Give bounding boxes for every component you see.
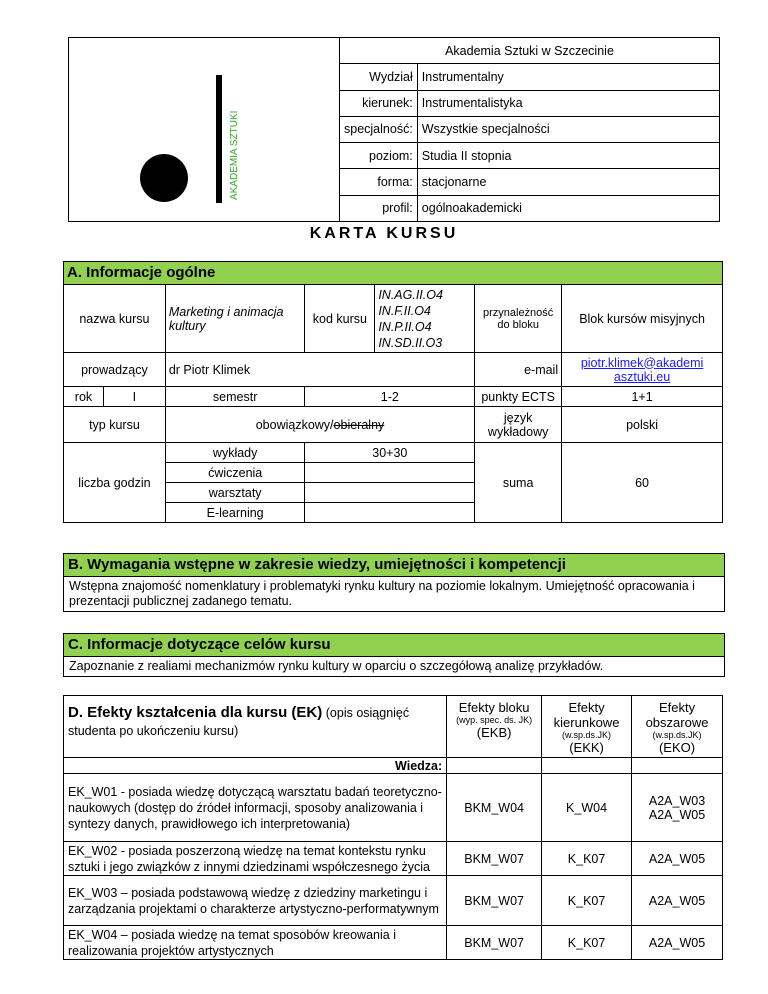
hours-workshops-value — [305, 483, 475, 503]
language-value: polski — [562, 407, 723, 443]
section-c — [63, 633, 725, 677]
section-b — [63, 553, 725, 612]
page-title: KARTA KURSU — [309, 225, 459, 242]
semester-value: 1-2 — [305, 387, 475, 407]
course-code-3: IN.P.II.O4 — [378, 319, 432, 334]
section-a-heading: A. Informacje ogólne — [64, 262, 723, 285]
form-value: stacjonarne — [417, 169, 719, 195]
faculty-value: Instrumentalny — [417, 64, 719, 90]
eko-code: (EKO) — [658, 740, 696, 755]
ekb-title: Efekty bloku — [458, 700, 530, 715]
hours-workshops-label: warsztaty — [165, 483, 305, 503]
field-label: kierunek: — [340, 90, 418, 116]
section-d-heading-note: (opis osiągnięć studenta po ukończeniu kursu) — [68, 706, 410, 738]
type-mandatory: obowiązkowy/ — [255, 417, 334, 432]
semester-label: semestr — [165, 387, 305, 407]
outcome-desc: EK_W04 – posiada wiedzę na temat sposobów kreowania i realizowania projektów artystycznych — [64, 926, 447, 960]
course-code-2: IN.F.II.O4 — [378, 303, 431, 318]
faculty-label: Wydział — [340, 64, 418, 90]
year-label: rok — [64, 387, 104, 407]
outcome-ekb: BKM_W07 — [447, 842, 542, 876]
profile-value: ogólnoakademicki — [417, 195, 719, 221]
outcome-ekb: BKM_W07 — [447, 876, 542, 926]
email-link[interactable] — [581, 356, 703, 384]
knowledge-label: Wiedza: — [64, 758, 447, 774]
specialty-value: Wszystkie specjalności — [417, 116, 719, 142]
outcome-ekk: K_K07 — [542, 876, 632, 926]
logo-cell — [69, 38, 340, 222]
section-a-table — [63, 261, 723, 523]
hours-elearning-value — [305, 503, 475, 523]
eko-sub: (w.sp.ds.JK) — [652, 730, 702, 740]
section-c-heading: C. Informacje dotyczące celów kursu — [64, 634, 724, 657]
ekk-header — [542, 696, 632, 758]
ects-label: punkty ECTS — [475, 387, 562, 407]
level-label: poziom: — [340, 143, 418, 169]
section-d-header — [64, 696, 447, 758]
outcome-ekb: BKM_W07 — [447, 926, 542, 960]
form-label: forma: — [340, 169, 418, 195]
hours-exercises-value — [305, 463, 475, 483]
course-name-value: Marketing i animacja kultury — [165, 285, 305, 353]
course-code-1: IN.AG.II.O4 — [378, 287, 443, 302]
outcome-ekk: K_K07 — [542, 926, 632, 960]
block-label: przynależność do bloku — [475, 285, 562, 353]
outcome-desc: EK_W02 - posiada poszerzoną wiedzę na temat kontekstu rynku sztuki i jego związków z innymi dziedzinami współczesnego życia — [64, 842, 447, 876]
course-code-4: IN.SD.II.O3 — [378, 335, 443, 350]
outcome-eko: A2A_W03 A2A_W05 — [632, 774, 723, 842]
outcome-desc: EK_W01 - posiada wiedzę dotyczącą warsztatu badań teoretyczno-naukowych (dostęp do źródeł informacji, sposoby analizowania i syntezy danych, prawidłowego ich interpretowania) — [64, 774, 447, 842]
profile-label: profil: — [340, 195, 418, 221]
lecturer-label: prowadzący — [64, 353, 166, 387]
academy-logo — [69, 38, 339, 218]
knowledge-spacer-2 — [542, 758, 632, 774]
block-value: Blok kursów misyjnych — [562, 285, 723, 353]
logo-text: AKADEMIA SZTUKI — [229, 110, 240, 200]
ekk-sub: (w.sp.ds.JK) — [562, 730, 612, 740]
email-label: e-mail — [475, 353, 562, 387]
section-d-heading: D. Efekty kształcenia dla kursu (EK) — [68, 704, 323, 721]
course-codes — [375, 285, 475, 353]
section-b-heading: B. Wymagania wstępne w zakresie wiedzy, umiejętności i kompetencji — [64, 554, 724, 577]
course-code-label: kod kursu — [305, 285, 375, 353]
ects-value: 1+1 — [562, 387, 723, 407]
section-d-table — [63, 695, 723, 960]
type-optional: obieralny — [333, 417, 385, 432]
hours-exercises-label: ćwiczenia — [165, 463, 305, 483]
knowledge-spacer-1 — [447, 758, 542, 774]
outcome-desc: EK_W03 – posiada podstawową wiedzę z dziedziny marketingu i zarządzania projektami o charakterze artystyczno-performatywnym — [64, 876, 447, 926]
level-value: Studia II stopnia — [417, 143, 719, 169]
outcome-ekk: K_K07 — [542, 842, 632, 876]
sum-value: 60 — [562, 443, 723, 523]
hours-lectures-label: wykłady — [165, 443, 305, 463]
language-label: język wykładowy — [475, 407, 562, 443]
hours-label: liczba godzin — [64, 443, 166, 523]
sum-label: suma — [475, 443, 562, 523]
header-table — [68, 37, 720, 222]
ekk-title: Efekty kierunkowe — [553, 700, 620, 730]
section-c-text: Zapoznanie z realiami mechanizmów rynku kultury w oparciu o szczegółową analizę przykładów. — [69, 659, 604, 673]
eko-title: Efekty obszarowe — [645, 700, 709, 730]
outcome-ekb: BKM_W04 — [447, 774, 542, 842]
course-type-label: typ kursu — [64, 407, 166, 443]
hours-elearning-label: E-learning — [165, 503, 305, 523]
knowledge-spacer-3 — [632, 758, 723, 774]
institution-name: Akademia Sztuki w Szczecinie — [340, 38, 720, 64]
outcome-eko: A2A_W05 — [632, 926, 723, 960]
outcome-ekk: K_W04 — [542, 774, 632, 842]
ekb-sub: (wyp. spec. ds. JK) — [456, 715, 533, 725]
outcome-eko: A2A_W05 — [632, 842, 723, 876]
ekk-code: (EKK) — [569, 740, 604, 755]
hours-lectures-value: 30+30 — [305, 443, 475, 463]
year-value: I — [103, 387, 165, 407]
ekb-code: (EKB) — [476, 725, 512, 740]
specialty-label: specjalność: — [340, 116, 418, 142]
course-name-label: nazwa kursu — [64, 285, 166, 353]
section-b-text: Wstępna znajomość nomenklatury i problematyki rynku kultury na poziomie lokalnym. Umiejętność opracowania i prezentacji publicznej zadanego tematu. — [69, 579, 695, 608]
eko-header — [632, 696, 723, 758]
email-line-1: piotr.klimek@akademi — [580, 355, 704, 370]
lecturer-value: dr Piotr Klimek — [165, 353, 474, 387]
field-value: Instrumentalistyka — [417, 90, 719, 116]
ekb-header — [447, 696, 542, 758]
outcome-eko: A2A_W05 — [632, 876, 723, 926]
course-type-value — [165, 407, 474, 443]
email-line-2: asztuki.eu — [613, 369, 671, 384]
email-cell — [562, 353, 723, 387]
